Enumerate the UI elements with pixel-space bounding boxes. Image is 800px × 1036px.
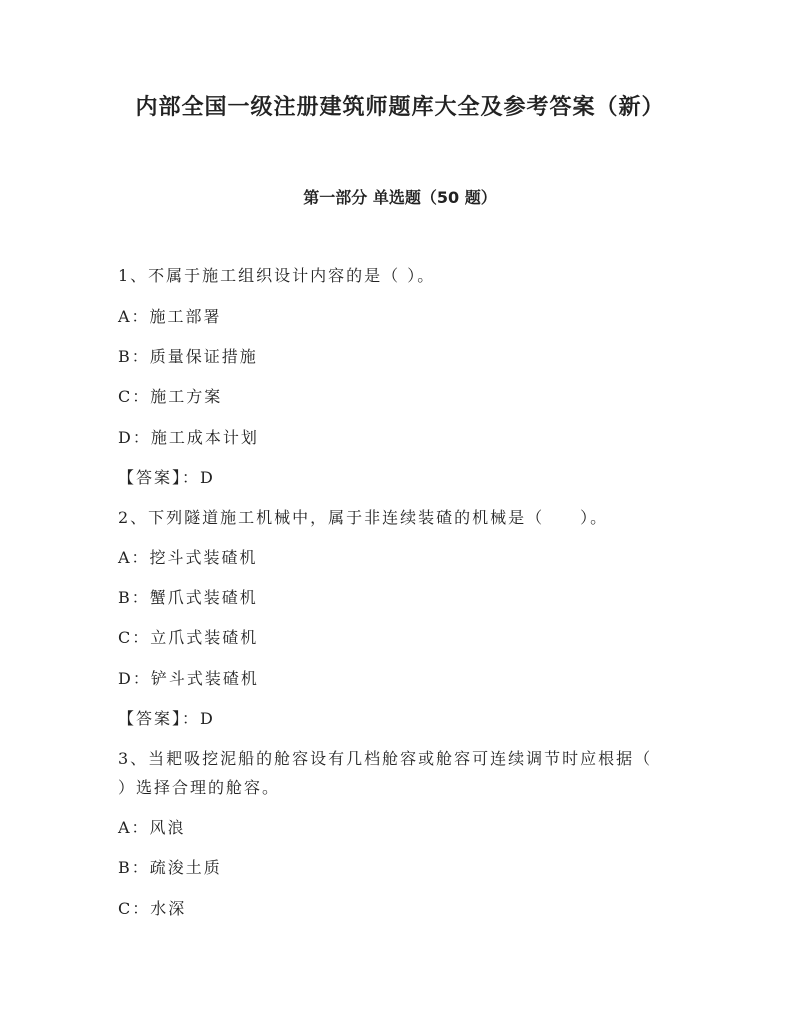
section-title: 第一部分 单选题（50 题） xyxy=(303,188,497,207)
question-3-stem-line-1: 3、当耙吸挖泥船的舱容设有几档舱容或舱容可连续调节时应根据（ xyxy=(118,749,653,768)
question-1-option-d: D：施工成本计划 xyxy=(118,428,259,447)
question-1-option-a: A：施工部署 xyxy=(118,307,222,326)
question-2-answer: 【答案】：D xyxy=(118,709,215,728)
document-title: 内部全国一级注册建筑师题库大全及参考答案（新） xyxy=(135,94,665,120)
question-3-option-c: C：水深 xyxy=(118,899,187,918)
question-3-option-a: A：风浪 xyxy=(118,818,186,837)
question-1-stem: 1、不属于施工组织设计内容的是（ ）。 xyxy=(118,266,436,285)
question-2-option-d: D：铲斗式装碴机 xyxy=(118,669,259,688)
question-1-answer: 【答案】：D xyxy=(118,468,215,487)
question-3-option-b: B：疏浚土质 xyxy=(118,858,222,877)
question-3-stem-line-2: ）选择合理的舱容。 xyxy=(118,778,281,797)
question-1-option-b: B：质量保证措施 xyxy=(118,347,258,366)
question-2-option-b: B：蟹爪式装碴机 xyxy=(118,588,258,607)
question-1-option-c: C：施工方案 xyxy=(118,387,223,406)
question-2-option-a: A：挖斗式装碴机 xyxy=(118,548,258,567)
question-2-stem: 2、下列隧道施工机械中，属于非连续装碴的机械是（ ）。 xyxy=(118,508,609,527)
question-2-option-c: C：立爪式装碴机 xyxy=(118,628,259,647)
